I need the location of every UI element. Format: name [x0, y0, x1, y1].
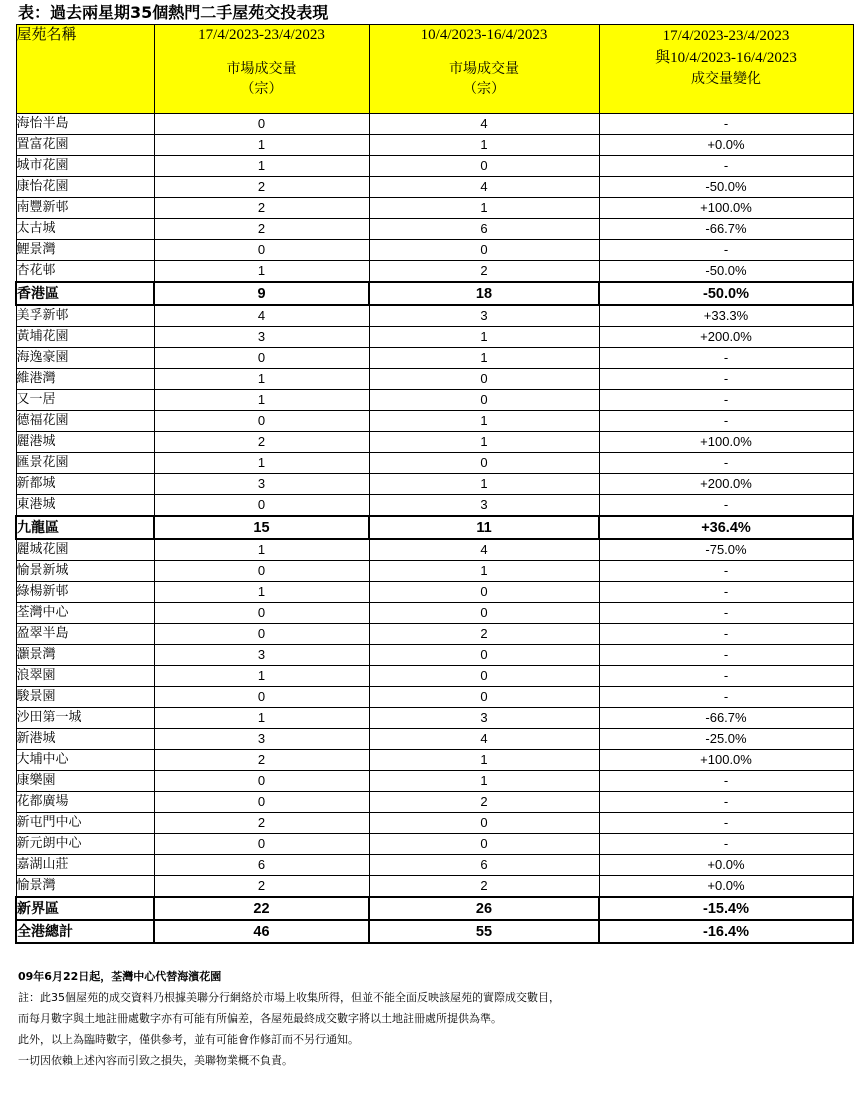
cell-estate-name: 荃灣中心: [16, 603, 154, 624]
table-row: [16, 369, 853, 390]
cell-estate-name: 新港城: [16, 729, 154, 750]
cell-estate-name: 太古城: [16, 219, 154, 240]
cell-estate-name: 南豐新邨: [16, 198, 154, 219]
cell-estate-name: 新元朗中心: [16, 834, 154, 855]
cell-previous-volume: 0: [369, 390, 599, 411]
cell-previous-volume: 0: [369, 834, 599, 855]
cell-estate-name: 康怡花園: [16, 177, 154, 198]
cell-current-volume: 2: [154, 750, 369, 771]
cell-change: -: [599, 771, 853, 792]
cell-current-volume: 6: [154, 855, 369, 876]
cell-change: +36.4%: [599, 516, 853, 539]
cell-change: +33.3%: [599, 305, 853, 327]
cell-change: -: [599, 624, 853, 645]
cell-estate-name: 駿景園: [16, 687, 154, 708]
change-line1: 17/4/2023-23/4/2023: [662, 28, 790, 44]
cell-change: -: [599, 834, 853, 855]
cell-change: -: [599, 453, 853, 474]
cell-current-volume: 46: [154, 920, 369, 943]
table-row: [16, 114, 853, 135]
cell-current-volume: 3: [154, 327, 369, 348]
cell-estate-name: 東港城: [16, 495, 154, 517]
cell-current-volume: 1: [154, 666, 369, 687]
cell-current-volume: 1: [154, 582, 369, 603]
table-row: [16, 624, 853, 645]
cell-previous-volume: 55: [369, 920, 599, 943]
cell-change: -50.0%: [599, 177, 853, 198]
cell-change: +100.0%: [599, 198, 853, 219]
table-row: [16, 687, 853, 708]
cell-estate-name: 麗港城: [16, 432, 154, 453]
header-current-period: [154, 25, 369, 114]
table-row: [16, 750, 853, 771]
cell-previous-volume: 0: [369, 582, 599, 603]
cell-estate-name: 黃埔花園: [16, 327, 154, 348]
cell-estate-name: 海逸豪園: [16, 348, 154, 369]
cell-current-volume: 2: [154, 813, 369, 834]
cell-change: -66.7%: [599, 708, 853, 729]
note-disclaimer-4: 一切因依賴上述內容而引致之損失，美聯物業概不負責。: [18, 1054, 293, 1067]
cell-estate-name: 新屯門中心: [16, 813, 154, 834]
cell-previous-volume: 4: [369, 177, 599, 198]
cell-estate-name: 美孚新邨: [16, 305, 154, 327]
table-row: [16, 219, 853, 240]
table-body: [16, 114, 853, 944]
page-title: 表：過去兩星期35個熱門二手屋苑交投表現: [18, 3, 329, 22]
table-row: [16, 876, 853, 898]
table-row: [16, 261, 853, 283]
cell-estate-name: 新都城: [16, 474, 154, 495]
cell-current-volume: 0: [154, 834, 369, 855]
cell-previous-volume: 1: [369, 135, 599, 156]
cell-estate-name: 愉景灣: [16, 876, 154, 898]
cell-change: -: [599, 582, 853, 603]
cell-change: -: [599, 687, 853, 708]
cell-estate-name: 愉景新城: [16, 561, 154, 582]
cell-current-volume: 1: [154, 135, 369, 156]
cell-change: -: [599, 114, 853, 135]
cell-current-volume: 2: [154, 432, 369, 453]
cell-current-volume: 0: [154, 240, 369, 261]
cell-current-volume: 1: [154, 390, 369, 411]
cell-current-volume: 0: [154, 687, 369, 708]
cell-current-volume: 0: [154, 603, 369, 624]
previous-unit-label: （宗）: [463, 81, 505, 97]
cell-previous-volume: 1: [369, 198, 599, 219]
current-unit-label: （宗）: [240, 81, 283, 97]
cell-previous-volume: 1: [369, 411, 599, 432]
cell-previous-volume: 0: [369, 453, 599, 474]
cell-change: -: [599, 645, 853, 666]
cell-previous-volume: 3: [369, 495, 599, 517]
change-line3: 成交量變化: [691, 71, 761, 87]
table-row: [16, 474, 853, 495]
cell-previous-volume: 0: [369, 666, 599, 687]
cell-previous-volume: 1: [369, 750, 599, 771]
cell-estate-name: 置富花園: [16, 135, 154, 156]
cell-current-volume: 0: [154, 561, 369, 582]
cell-change: -75.0%: [599, 539, 853, 561]
cell-change: +0.0%: [599, 876, 853, 898]
cell-previous-volume: 2: [369, 876, 599, 898]
note-disclaimer-1: 註：此35個屋苑的成交資料乃根據美聯分行網絡於市場上收集所得，但並不能全面反映該屋苑的實際成交數目，: [18, 991, 560, 1004]
table-row: [16, 603, 853, 624]
cell-current-volume: 0: [154, 792, 369, 813]
note-disclaimer-3: 此外，以上為臨時數字，僅供參考，並有可能會作修訂而不另行通知。: [18, 1033, 359, 1046]
cell-current-volume: 9: [154, 282, 369, 305]
cell-change: -: [599, 390, 853, 411]
cell-previous-volume: 4: [369, 114, 599, 135]
cell-estate-name: 灝景灣: [16, 645, 154, 666]
table-row: [16, 561, 853, 582]
table-row: [16, 348, 853, 369]
cell-previous-volume: 0: [369, 687, 599, 708]
cell-estate-name: 新界區: [16, 897, 154, 920]
cell-previous-volume: 6: [369, 219, 599, 240]
header-previous-period: [369, 25, 599, 114]
subtotal-row: [16, 897, 853, 920]
cell-current-volume: 3: [154, 474, 369, 495]
cell-previous-volume: 2: [369, 792, 599, 813]
header-row: [16, 25, 853, 114]
table-row: [16, 390, 853, 411]
subtotal-row: [16, 516, 853, 539]
cell-change: +200.0%: [599, 327, 853, 348]
transactions-table: [15, 24, 854, 944]
table-row: [16, 666, 853, 687]
cell-current-volume: 22: [154, 897, 369, 920]
cell-previous-volume: 0: [369, 603, 599, 624]
change-line2: 與10/4/2023-16/4/2023: [655, 50, 797, 66]
cell-estate-name: 盈翠半島: [16, 624, 154, 645]
cell-change: -25.0%: [599, 729, 853, 750]
table-row: [16, 327, 853, 348]
table-row: [16, 453, 853, 474]
table-row: [16, 135, 853, 156]
table-row: [16, 177, 853, 198]
cell-estate-name: 麗城花園: [16, 539, 154, 561]
cell-estate-name: 杏花邨: [16, 261, 154, 283]
cell-previous-volume: 2: [369, 261, 599, 283]
table-row: [16, 582, 853, 603]
cell-current-volume: 1: [154, 708, 369, 729]
cell-current-volume: 4: [154, 305, 369, 327]
cell-change: +0.0%: [599, 855, 853, 876]
cell-change: -16.4%: [599, 920, 853, 943]
cell-estate-name: 香港區: [16, 282, 154, 305]
cell-previous-volume: 6: [369, 855, 599, 876]
cell-previous-volume: 0: [369, 645, 599, 666]
cell-change: -: [599, 369, 853, 390]
header-change: [599, 25, 853, 114]
cell-previous-volume: 4: [369, 539, 599, 561]
cell-previous-volume: 0: [369, 813, 599, 834]
cell-previous-volume: 26: [369, 897, 599, 920]
cell-current-volume: 0: [154, 114, 369, 135]
cell-change: -: [599, 411, 853, 432]
previous-period-label: 10/4/2023-16/4/2023: [420, 27, 548, 43]
cell-previous-volume: 18: [369, 282, 599, 305]
cell-change: -: [599, 348, 853, 369]
cell-change: -: [599, 240, 853, 261]
table-row: [16, 813, 853, 834]
cell-change: -50.0%: [599, 282, 853, 305]
table-row: [16, 156, 853, 177]
cell-change: -15.4%: [599, 897, 853, 920]
cell-estate-name: 海怡半島: [16, 114, 154, 135]
table-row: [16, 771, 853, 792]
total-row: [16, 920, 853, 943]
cell-current-volume: 0: [154, 495, 369, 517]
cell-estate-name: 又一居: [16, 390, 154, 411]
table-row: [16, 305, 853, 327]
cell-estate-name: 嘉湖山莊: [16, 855, 154, 876]
cell-estate-name: 匯景花園: [16, 453, 154, 474]
cell-current-volume: 15: [154, 516, 369, 539]
cell-current-volume: 1: [154, 156, 369, 177]
cell-current-volume: 3: [154, 729, 369, 750]
cell-change: -: [599, 561, 853, 582]
table-row: [16, 198, 853, 219]
table-row: [16, 432, 853, 453]
cell-estate-name: 大埔中心: [16, 750, 154, 771]
table-row: [16, 539, 853, 561]
cell-current-volume: 1: [154, 369, 369, 390]
cell-change: +100.0%: [599, 750, 853, 771]
cell-current-volume: 3: [154, 645, 369, 666]
cell-change: -: [599, 156, 853, 177]
subtotal-row: [16, 282, 853, 305]
cell-current-volume: 2: [154, 198, 369, 219]
table-row: [16, 834, 853, 855]
cell-estate-name: 九龍區: [16, 516, 154, 539]
cell-previous-volume: 1: [369, 348, 599, 369]
footnotes: [18, 966, 560, 1071]
cell-change: -: [599, 813, 853, 834]
table-row: [16, 855, 853, 876]
cell-change: +100.0%: [599, 432, 853, 453]
cell-estate-name: 沙田第一城: [16, 708, 154, 729]
table-row: [16, 240, 853, 261]
cell-current-volume: 1: [154, 261, 369, 283]
note-replacement: 09年6月22日起，荃灣中心代替海濱花園: [18, 970, 222, 983]
cell-current-volume: 1: [154, 453, 369, 474]
cell-current-volume: 2: [154, 219, 369, 240]
cell-change: -: [599, 792, 853, 813]
cell-estate-name: 花都廣場: [16, 792, 154, 813]
cell-previous-volume: 1: [369, 561, 599, 582]
cell-estate-name: 鯉景灣: [16, 240, 154, 261]
cell-change: -50.0%: [599, 261, 853, 283]
table-row: [16, 645, 853, 666]
cell-previous-volume: 1: [369, 474, 599, 495]
cell-previous-volume: 1: [369, 771, 599, 792]
cell-estate-name: 浪翠園: [16, 666, 154, 687]
cell-previous-volume: 0: [369, 369, 599, 390]
cell-previous-volume: 4: [369, 729, 599, 750]
cell-previous-volume: 3: [369, 305, 599, 327]
cell-change: -: [599, 495, 853, 517]
cell-current-volume: 1: [154, 539, 369, 561]
cell-current-volume: 0: [154, 411, 369, 432]
cell-estate-name: 德福花園: [16, 411, 154, 432]
cell-previous-volume: 1: [369, 327, 599, 348]
table-row: [16, 495, 853, 517]
cell-estate-name: 全港總計: [16, 920, 154, 943]
cell-current-volume: 0: [154, 771, 369, 792]
note-disclaimer-2: 而每月數字與土地註冊處數字亦有可能有所偏差，各屋苑最終成交數字將以土地註冊處所提供為準。: [18, 1012, 502, 1025]
cell-change: -: [599, 603, 853, 624]
cell-previous-volume: 0: [369, 240, 599, 261]
cell-previous-volume: 11: [369, 516, 599, 539]
cell-current-volume: 0: [154, 624, 369, 645]
cell-estate-name: 康樂園: [16, 771, 154, 792]
cell-previous-volume: 0: [369, 156, 599, 177]
cell-change: -66.7%: [599, 219, 853, 240]
table-row: [16, 729, 853, 750]
cell-current-volume: 2: [154, 177, 369, 198]
cell-previous-volume: 3: [369, 708, 599, 729]
cell-estate-name: 維港灣: [16, 369, 154, 390]
cell-change: +0.0%: [599, 135, 853, 156]
cell-estate-name: 城市花園: [16, 156, 154, 177]
table-row: [16, 708, 853, 729]
previous-volume-label: 市場成交量: [449, 61, 519, 77]
cell-previous-volume: 2: [369, 624, 599, 645]
cell-change: +200.0%: [599, 474, 853, 495]
cell-estate-name: 綠楊新邨: [16, 582, 154, 603]
current-period-label: 17/4/2023-23/4/2023: [198, 27, 325, 43]
cell-change: -: [599, 666, 853, 687]
cell-previous-volume: 1: [369, 432, 599, 453]
table-row: [16, 792, 853, 813]
current-volume-label: 市場成交量: [226, 61, 297, 77]
table-row: [16, 411, 853, 432]
header-estate-name: 屋苑名稱: [16, 25, 154, 114]
cell-current-volume: 0: [154, 348, 369, 369]
cell-current-volume: 2: [154, 876, 369, 898]
